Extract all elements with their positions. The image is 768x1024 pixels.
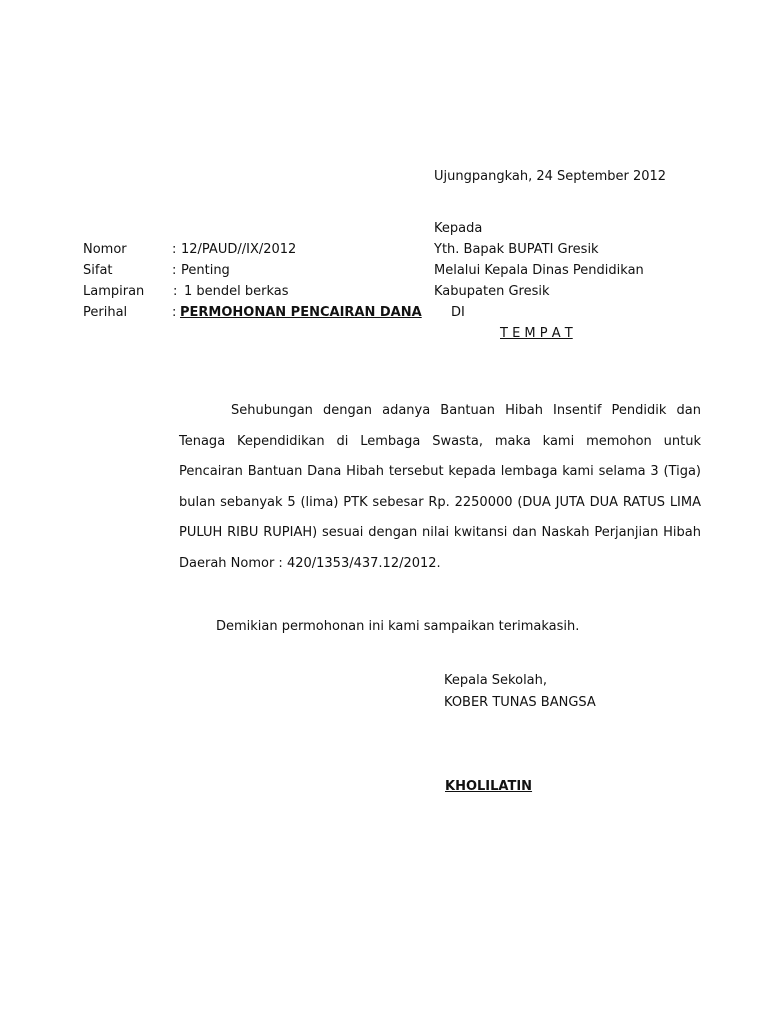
meta-row-perihal bbox=[83, 305, 443, 321]
meta-value: 1 bendel berkas bbox=[184, 284, 289, 299]
signature-institution: KOBER TUNAS BANGSA bbox=[444, 695, 596, 710]
meta-colon: : bbox=[172, 305, 177, 320]
body-paragraph: Sehubungan dengan adanya Bantuan Hibah Insentif Pendidik dan Tenaga Kependidikan di Lembaga Swasta, maka kami memohon untuk Pencairan Bantuan Dana Hibah tersebut kepada lembaga kami selama 3 (Tiga) bulan sebanyak 5 (lima) PTK sebesar Rp. 2250000 (DUA JUTA DUA RATUS LIMA PULUH RIBU RUPIAH) sesuai dengan nilai kwitansi dan Naskah Perjanjian Hibah Daerah Nomor : 420/1353/437.12/2012. bbox=[179, 403, 701, 571]
signature-name: KHOLILATIN bbox=[445, 779, 533, 794]
recipient-line-2: Melalui Kepala Dinas Pendidikan bbox=[434, 263, 644, 278]
meta-colon: : bbox=[173, 284, 178, 299]
meta-row-sifat bbox=[83, 263, 443, 279]
place-date: Ujungpangkah, 24 September 2012 bbox=[434, 169, 667, 184]
recipient-line-3: Kabupaten Gresik bbox=[434, 284, 550, 299]
recipient-line-1: Yth. Bapak BUPATI Gresik bbox=[434, 242, 599, 257]
meta-value: 12/PAUD//IX/2012 bbox=[181, 242, 297, 257]
recipient-place: T E M P A T bbox=[500, 326, 573, 341]
signature-title: Kepala Sekolah, bbox=[444, 673, 548, 688]
meta-label: Lampiran bbox=[83, 284, 145, 299]
recipient-di: DI bbox=[451, 305, 465, 320]
meta-row-nomor bbox=[83, 242, 443, 258]
meta-value: Penting bbox=[181, 263, 230, 278]
meta-label: Sifat bbox=[83, 263, 113, 278]
closing-sentence: Demikian permohonan ini kami sampaikan terimakasih. bbox=[216, 619, 580, 634]
meta-colon: : bbox=[172, 242, 177, 257]
recipient-to: Kepada bbox=[434, 221, 483, 236]
meta-colon: : bbox=[172, 263, 177, 278]
meta-value-subject: PERMOHONAN PENCAIRAN DANA bbox=[180, 305, 422, 320]
meta-label: Perihal bbox=[83, 305, 128, 320]
meta-label: Nomor bbox=[83, 242, 127, 257]
meta-row-lampiran bbox=[83, 284, 443, 300]
